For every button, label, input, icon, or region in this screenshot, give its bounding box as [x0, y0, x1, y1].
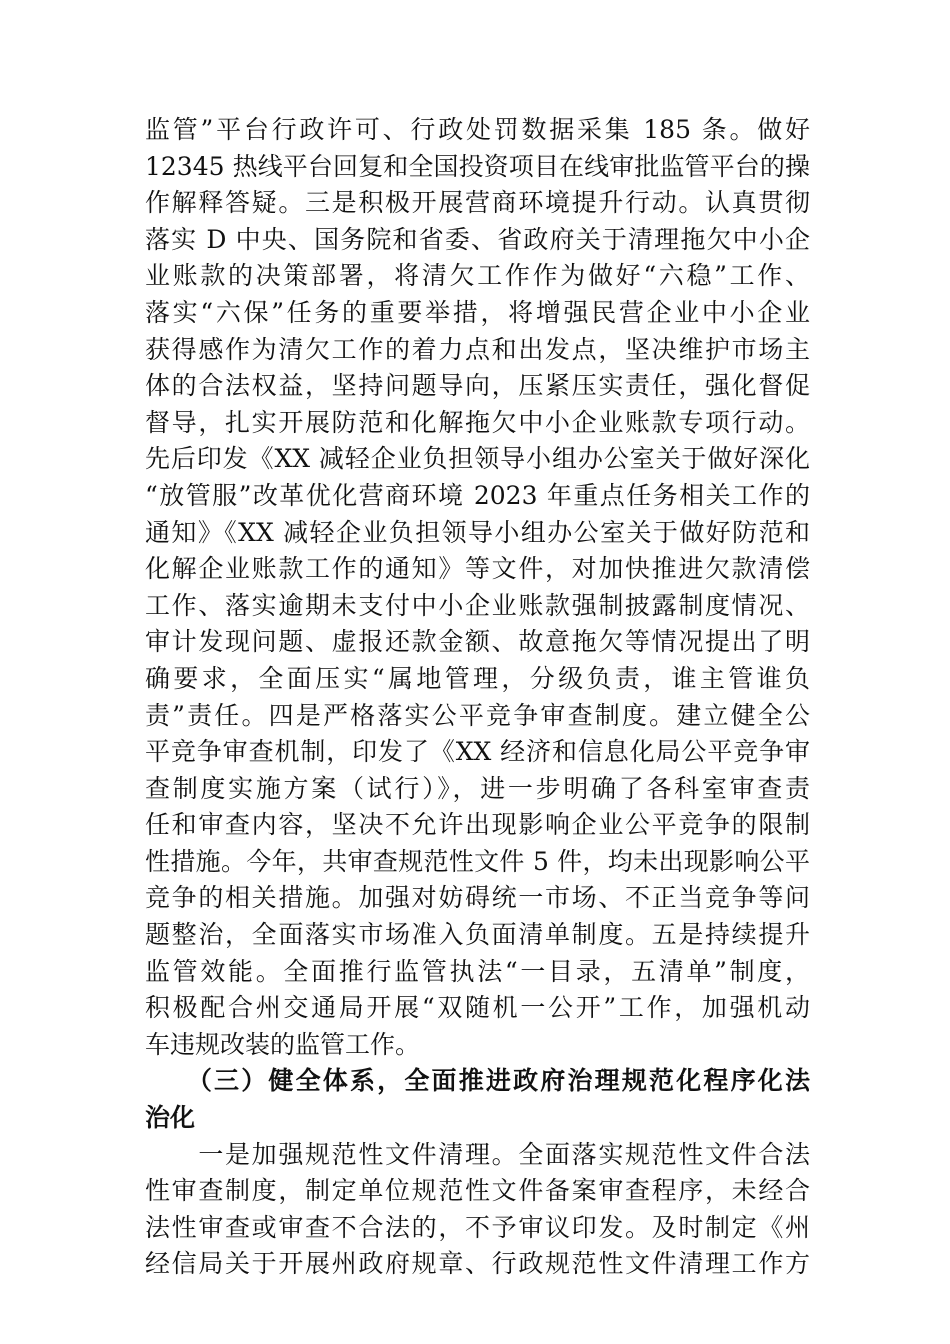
paragraph-2 — [145, 1137, 810, 1283]
document-body — [145, 112, 810, 1283]
text-line: 查制度实施方案（试行）》，进一步明确了各科室审查责 — [145, 773, 810, 803]
section-heading — [145, 1063, 810, 1136]
text-line: 积极配合州交通局开展“双随机一公开”工作，加强机动 — [145, 993, 810, 1023]
text-line: 法性审查或审查不合法的，不予审议印发。及时制定《州 — [145, 1212, 810, 1242]
text-line: 题整治，全面落实市场准入负面清单制度。五是持续提升 — [145, 920, 810, 950]
text-line: 竞争的相关措施。加强对妨碍统一市场、不正当竞争等问 — [145, 883, 810, 913]
text-line: 车违规改装的监管工作。 — [145, 1029, 421, 1059]
text-line: 一是加强规范性文件清理。全面落实规范性文件合法 — [145, 1139, 810, 1169]
text-line: 审计发现问题、虚报还款金额、故意拖欠等情况提出了明 — [145, 627, 810, 657]
text-line: 体的合法权益，坚持问题导向，压紧压实责任，强化督促 — [145, 371, 810, 401]
text-line: 督导，扎实开展防范和化解拖欠中小企业账款专项行动。 — [145, 407, 810, 437]
text-line: 落实 D 中央、国务院和省委、省政府关于清理拖欠中小企 — [145, 224, 810, 254]
text-line: 性审查制度，制定单位规范性文件备案审查程序，未经合 — [145, 1176, 810, 1206]
text-line: 化解企业账款工作的通知》等文件，对加快推进欠款清偿 — [145, 554, 810, 584]
text-line: 通知》《XX 减轻企业负担领导小组办公室关于做好防范和 — [145, 517, 810, 547]
text-line: 性措施。今年，共审查规范性文件 5 件，均未出现影响公平 — [145, 846, 810, 876]
text-line: 确要求，全面压实“属地管理，分级负责，谁主管谁负 — [145, 663, 810, 693]
text-line: 业账款的决策部署，将清欠工作作为做好“六稳”工作、 — [145, 261, 810, 291]
heading-line: 治化 — [145, 1103, 196, 1133]
text-line: 先后印发《XX 减轻企业负担领导小组办公室关于做好深化 — [145, 444, 810, 474]
text-line: 监管效能。全面推行监管执法“一目录，五清单”制度， — [145, 956, 810, 986]
text-line: 监管”平台行政许可、行政处罚数据采集 185 条。做好 — [145, 115, 810, 144]
text-line: “放管服”改革优化营商环境 2023 年重点任务相关工作的 — [145, 480, 810, 510]
text-line: 责”责任。四是严格落实公平竞争审查制度。建立健全公 — [145, 700, 810, 730]
text-line: 平竞争审查机制，印发了《XX 经济和信息化局公平竞争审 — [145, 737, 810, 767]
text-line: 任和审查内容，坚决不允许出现影响企业公平竞争的限制 — [145, 810, 810, 840]
text-line: 工作、落实逾期未支付中小企业账款强制披露制度情况、 — [145, 590, 810, 620]
text-line: 作解释答疑。三是积极开展营商环境提升行动。认真贯彻 — [145, 188, 810, 218]
text-line: 落实“六保”任务的重要举措，将增强民营企业中小企业 — [145, 297, 810, 327]
text-line: 获得感作为清欠工作的着力点和出发点，坚决维护市场主 — [145, 334, 810, 364]
text-line: 经信局关于开展州政府规章、行政规范性文件清理工作方 — [145, 1249, 810, 1279]
paragraph-1 — [145, 112, 810, 1063]
text-line: 12345 热线平台回复和全国投资项目在线审批监管平台的操 — [145, 151, 810, 181]
heading-line: （三）健全体系，全面推进政府治理规范化程序化法 — [145, 1066, 810, 1096]
